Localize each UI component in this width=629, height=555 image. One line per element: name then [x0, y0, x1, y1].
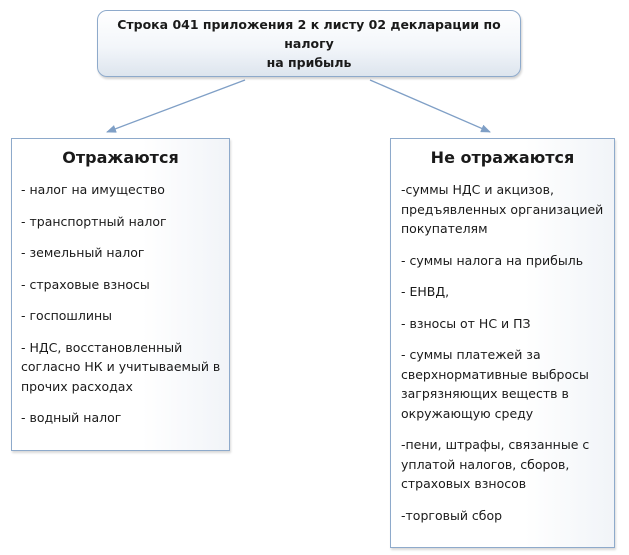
- not-reflected-list: [391, 180, 614, 525]
- list-item: -торговый сбор: [401, 507, 503, 523]
- not-reflected-heading: Не отражаются: [430, 148, 575, 167]
- not-reflected-panel: [390, 138, 615, 548]
- list-item: - суммы налога на прибыль: [401, 252, 584, 268]
- list-item: - взносы от НС и ПЗ: [401, 315, 531, 331]
- list-item: - водный налог: [21, 410, 122, 425]
- list-item: -суммы НДС и акцизов, предъявленных организацией покупателям: [401, 182, 604, 236]
- list-item: - страховые взносы: [21, 276, 150, 292]
- list-item: - госпошлины: [21, 308, 112, 323]
- diagram-title: Строка 041 приложения 2 к листу 02 декларации по налогу на прибыль: [117, 17, 501, 70]
- reflected-heading: Отражаются: [62, 148, 179, 167]
- list-item: - транспортный налог: [21, 213, 167, 229]
- list-item: - налог на имущество: [21, 182, 165, 197]
- arrow-left: [107, 80, 245, 132]
- list-item: -пени, штрафы, связанные с уплатой налогов, сборов, страховых взносов: [401, 437, 590, 491]
- title-box: [97, 10, 521, 77]
- list-item: - суммы платежей за сверхнормативные выбросы загрязняющих веществ в окружающую среду: [401, 347, 589, 421]
- list-item: - земельный налог: [21, 245, 145, 260]
- arrow-right: [370, 80, 490, 132]
- reflected-list: [12, 180, 229, 428]
- list-item: - НДС, восстановленный согласно НК и учитываемый в прочих расходах: [21, 339, 221, 394]
- reflected-panel: [11, 138, 230, 451]
- list-item: - ЕНВД,: [401, 284, 450, 299]
